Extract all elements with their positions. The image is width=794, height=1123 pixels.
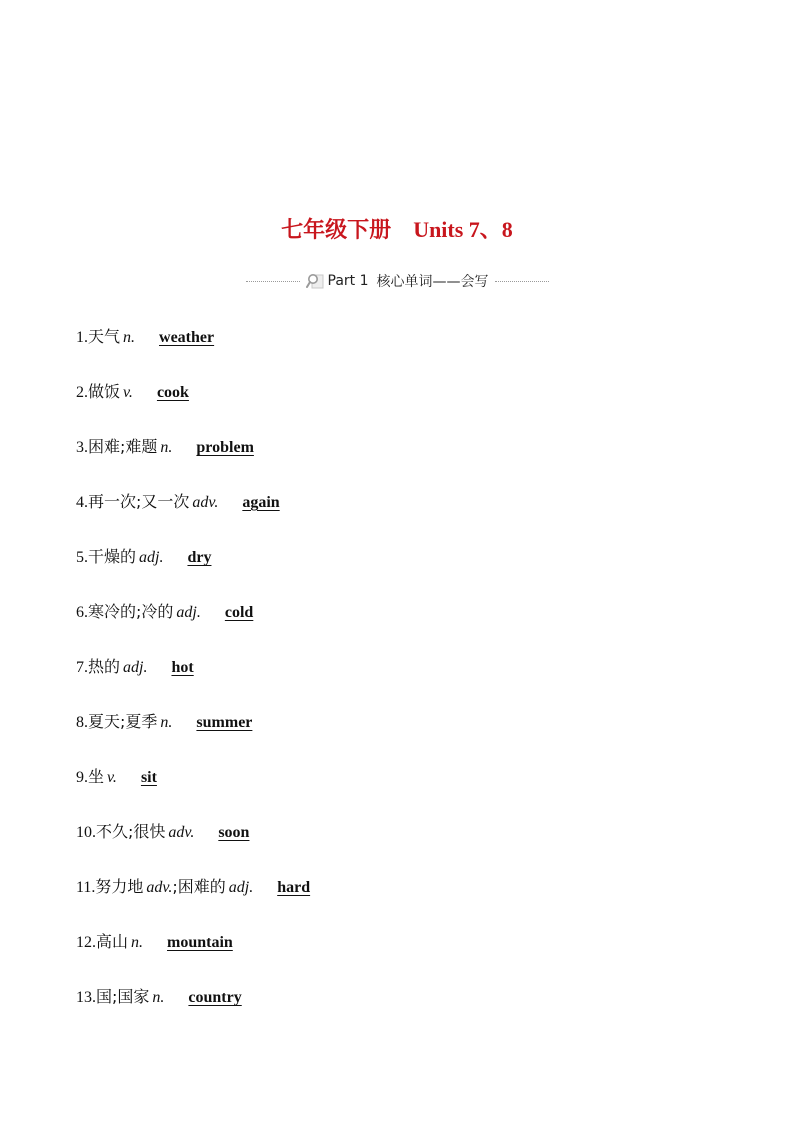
item-chinese: 高山 — [96, 932, 129, 951]
item-answer: country — [188, 989, 242, 1006]
vocab-item — [76, 377, 310, 432]
vocab-item — [76, 597, 310, 652]
vocab-item — [76, 762, 310, 817]
item-chinese: 再一次;又一次 — [88, 492, 190, 511]
right-dotted-divider — [495, 281, 549, 282]
item-answer: hot — [171, 659, 194, 676]
vocab-item — [76, 542, 310, 597]
item-number: 2. — [76, 384, 88, 401]
item-answer: problem — [196, 439, 254, 456]
magnifier-icon — [306, 272, 324, 290]
title-units: Units 7、8 — [413, 217, 513, 242]
part-number: Part 1 — [327, 273, 369, 289]
item-pos: adv. — [168, 824, 195, 841]
vocab-item — [76, 982, 310, 1037]
item-chinese: 坐 — [88, 767, 105, 786]
item-pos: n. — [160, 439, 173, 456]
item-pos: adv. — [192, 494, 219, 511]
item-chinese: 天气 — [88, 327, 121, 346]
vocab-item — [76, 432, 310, 487]
vocab-item — [76, 707, 310, 762]
item-answer: weather — [159, 329, 215, 346]
item-chinese: 干燥的 — [88, 547, 137, 566]
item-answer: cook — [156, 384, 189, 401]
item-chinese: 困难;难题 — [88, 437, 158, 456]
item-pos: v. — [107, 769, 117, 786]
item-pos: v. — [123, 384, 133, 401]
item-chinese: 不久;很快 — [96, 822, 166, 841]
item-answer: sit — [140, 769, 157, 786]
item-chinese: 努力地 — [95, 877, 144, 896]
item-pos-extra: adj. — [228, 879, 254, 896]
item-number: 11. — [76, 879, 96, 896]
part-label — [306, 271, 489, 291]
title-chinese: 七年级下册 — [281, 217, 392, 242]
item-answer: summer — [196, 714, 253, 731]
item-chinese: 寒冷的;冷的 — [88, 602, 174, 621]
item-answer: mountain — [167, 934, 233, 951]
vocab-item — [76, 817, 310, 872]
part-title: 核心单词——会写 — [376, 274, 489, 290]
item-pos: adj. — [176, 604, 201, 621]
item-number: 5. — [76, 549, 88, 566]
item-answer: soon — [218, 824, 250, 841]
item-number: 6. — [76, 604, 88, 621]
item-chinese: 夏天;夏季 — [88, 712, 158, 731]
part-header — [0, 270, 794, 292]
item-number: 3. — [76, 439, 88, 456]
item-chinese: 国;国家 — [96, 987, 150, 1006]
item-pos: adj. — [139, 549, 164, 566]
item-pos: n. — [152, 989, 165, 1006]
item-number: 9. — [76, 769, 88, 786]
item-number: 10. — [76, 824, 96, 841]
item-answer: dry — [187, 549, 212, 566]
item-answer: again — [242, 494, 280, 511]
item-number: 1. — [76, 329, 88, 346]
left-dotted-divider — [246, 281, 300, 282]
vocab-item — [76, 322, 310, 377]
item-chinese: 做饭 — [88, 382, 121, 401]
vocab-item — [76, 652, 310, 707]
page-title — [0, 213, 794, 244]
item-pos: n. — [123, 329, 136, 346]
item-pos: adv. — [146, 879, 173, 896]
item-pos: adj. — [123, 659, 148, 676]
item-number: 8. — [76, 714, 88, 731]
item-number: 4. — [76, 494, 88, 511]
vocab-item — [76, 927, 310, 982]
item-number: 13. — [76, 989, 96, 1006]
item-answer: hard — [277, 879, 311, 896]
item-answer: cold — [224, 604, 254, 621]
item-pos: n. — [160, 714, 173, 731]
vocab-item — [76, 487, 310, 542]
vocab-list — [76, 322, 310, 1037]
item-number: 12. — [76, 934, 96, 951]
item-number: 7. — [76, 659, 88, 676]
item-chinese-extra: ;困难的 — [172, 877, 226, 896]
vocab-item — [76, 872, 310, 927]
item-chinese: 热的 — [88, 657, 121, 676]
item-pos: n. — [131, 934, 144, 951]
